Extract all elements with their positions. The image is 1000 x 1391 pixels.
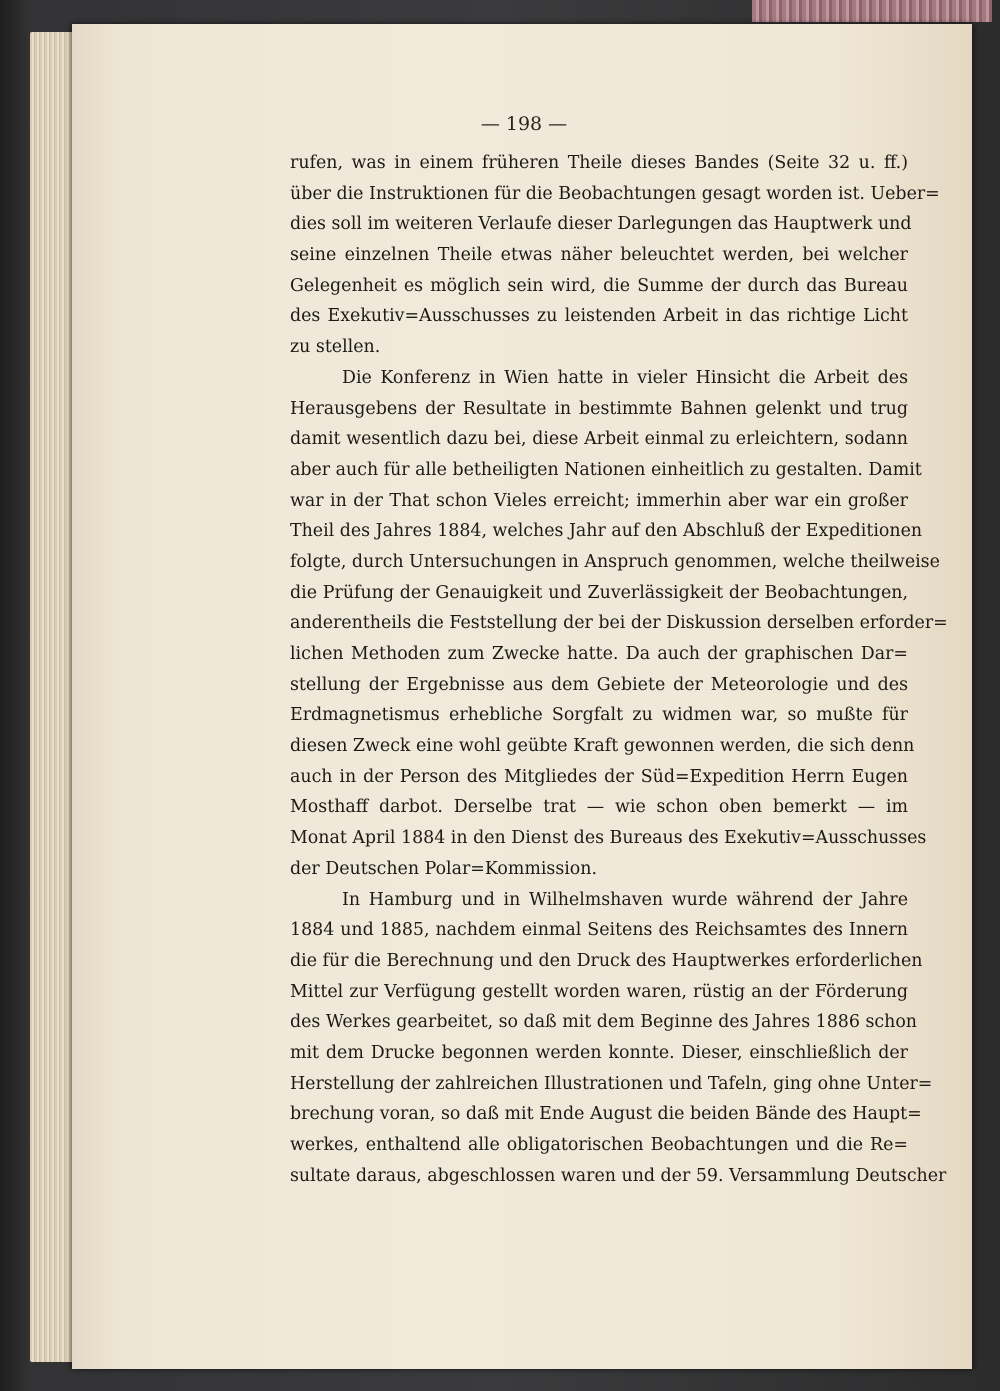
text-line: die für die Berechnung und den Druck des Hauptwerkes erforderlichen — [290, 950, 923, 971]
bookmark-ribbon — [752, 0, 992, 22]
text-line: des Exekutiv=Ausschusses zu leistenden Arbeit in das richtige Licht — [290, 306, 908, 327]
text-line: über die Instruktionen für die Beobachtungen gesagt worden ist. Ueber= — [290, 183, 940, 204]
text-line: rufen, was in einem früheren Theile dieses Bandes (Seite 32 u. ff.) — [290, 153, 908, 173]
text-line: Mosthaff darbot. Derselbe trat — wie schon oben bemerkt — im — [290, 797, 908, 818]
text-line: Erdmagnetismus erhebliche Sorgfalt zu widmen war, so mußte für — [290, 705, 908, 726]
text-line: Theil des Jahres 1884, welches Jahr auf den Abschluß der Expeditionen — [290, 521, 923, 542]
text-line: dies soll im weiteren Verlaufe dieser Darlegungen das Hauptwerk und — [290, 214, 912, 235]
text-line: diesen Zweck eine wohl geübte Kraft gewonnen werden, die sich denn — [290, 736, 915, 757]
text-line: In Hamburg und in Wilhelmshaven wurde während der Jahre — [342, 889, 908, 910]
text-line: 1884 und 1885, nachdem einmal Seitens des Reichsamtes des Innern — [290, 920, 908, 941]
text-line: Herausgebens der Resultate in bestimmte Bahnen gelenkt und trug — [290, 398, 908, 419]
text-line: mit dem Drucke begonnen werden konnte. Dieser, einschließlich der — [290, 1042, 908, 1063]
text-line: Die Konferenz in Wien hatte in vieler Hinsicht die Arbeit des — [342, 367, 908, 388]
text-line: seine einzelnen Theile etwas näher beleuchtet werden, bei welcher — [290, 245, 908, 266]
body-text — [290, 148, 948, 1191]
text-line: anderentheils die Feststellung der bei der Diskussion derselben erforder= — [290, 613, 948, 634]
text-line: brechung voran, so daß mit Ende August die beiden Bände des Haupt= — [290, 1104, 922, 1125]
text-line: werkes, enthaltend alle obligatorischen Beobachtungen und die Re= — [290, 1135, 908, 1155]
text-line: Mittel zur Verfügung gestellt worden waren, rüstig an der Förderung — [290, 981, 908, 1002]
text-line: die Prüfung der Genauigkeit und Zuverlässigkeit der Beobachtungen, — [290, 582, 908, 603]
text-line: der Deutschen Polar=Kommission. — [290, 858, 598, 879]
page-number: — 198 — — [480, 113, 568, 135]
text-line: Herstellung der zahlreichen Illustrationen und Tafeln, ging ohne Unter= — [290, 1073, 933, 1094]
text-line: Gelegenheit es möglich sein wird, die Summe der durch das Bureau — [290, 275, 908, 296]
text-line: sultate daraus, abgeschlossen waren und der 59. Versammlung Deutscher — [290, 1165, 947, 1186]
text-line: folgte, durch Untersuchungen in Anspruch genommen, welche theilweise — [290, 551, 940, 572]
text-line: zu stellen. — [290, 337, 381, 358]
text-line: auch in der Person des Mitgliedes der Süd=Expedition Herrn Eugen — [290, 766, 908, 787]
text-line: aber auch für alle betheiligten Nationen einheitlich zu gestalten. Damit — [290, 459, 922, 480]
text-line: lichen Methoden zum Zwecke hatte. Da auch der graphischen Dar= — [290, 644, 908, 664]
text-line: stellung der Ergebnisse aus dem Gebiete der Meteorologie und des — [290, 674, 908, 695]
text-line: war in der That schon Vieles erreicht; immerhin aber war ein großer — [290, 490, 908, 511]
text-line: damit wesentlich dazu bei, diese Arbeit einmal zu erleichtern, sodann — [290, 429, 908, 450]
text-line: des Werkes gearbeitet, so daß mit dem Beginne des Jahres 1886 schon — [290, 1012, 917, 1033]
text-line: Monat April 1884 in den Dienst des Bureaus des Exekutiv=Ausschusses — [290, 828, 927, 849]
